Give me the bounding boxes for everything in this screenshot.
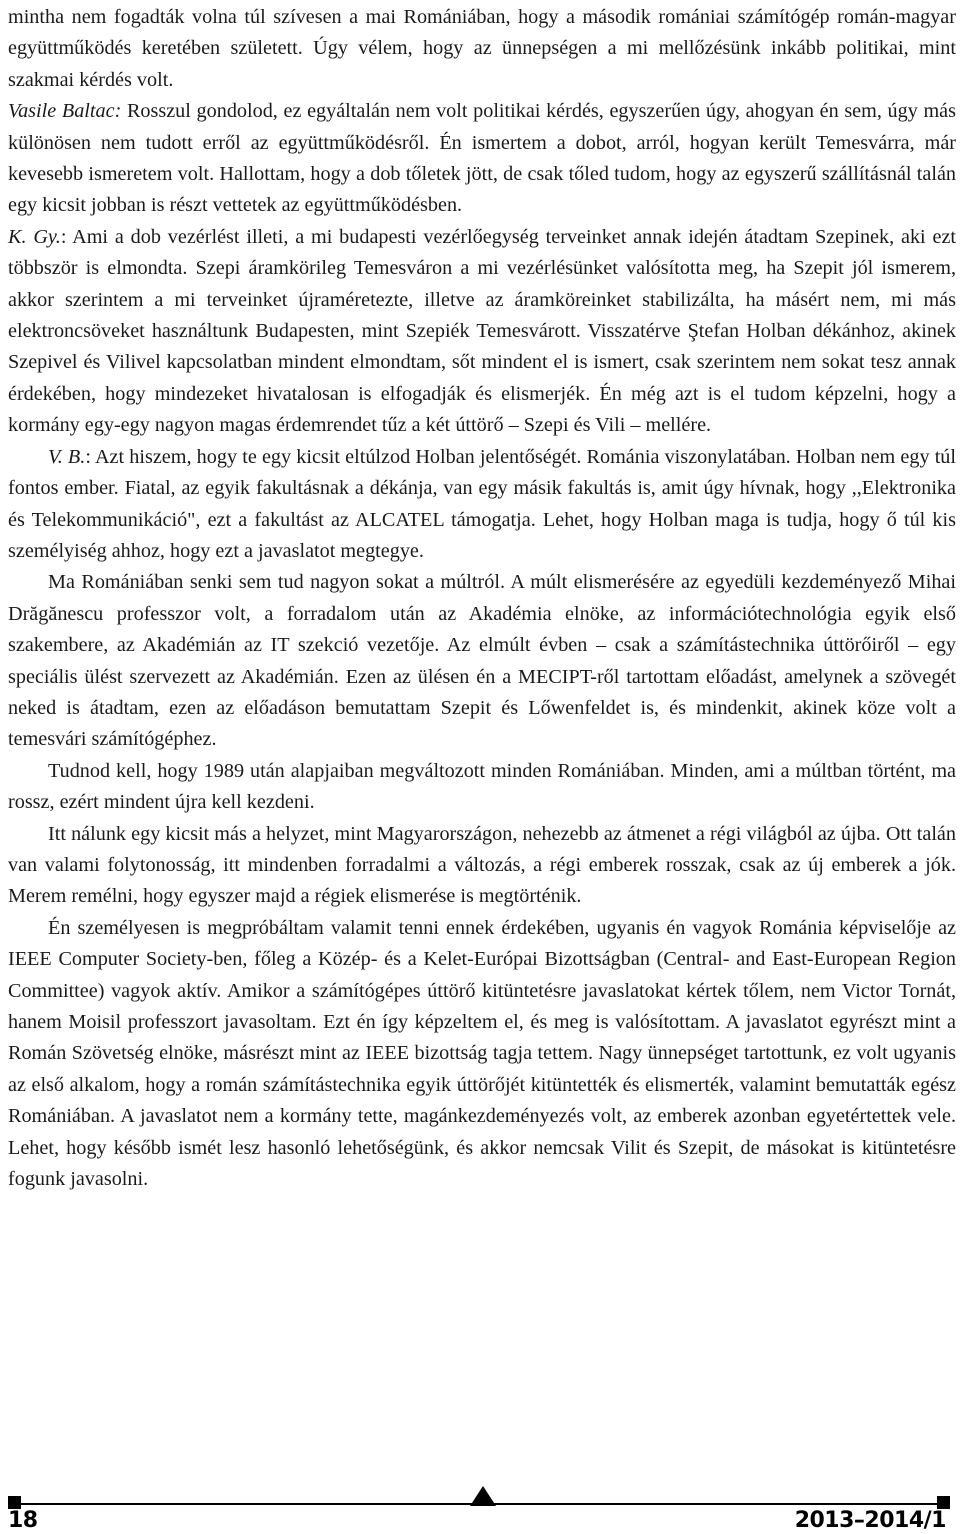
paragraph-4 bbox=[8, 442, 956, 568]
paragraph-5-text: Ma Romániában senki sem tud nagyon sokat a múltról. A múlt elismerésére az egyedüli kezdeményező Mihai Drăgănescu professzor volt, a forradalom után az Akadémia elnöke, az információtechnológia egyik első szakembere, az Akadémián az IT szekció vezetője. Az elmúlt évben – csak a számítástechnika úttörőiről – egy speciális ülést szervezett az Akadémián. Ezen az ülésen én a MECIPT-ről tartottam előadást, amelynek a szövegét neked is átadtam, ezen az előadáson bemutattam Szepit és Lőwenfeldet is, és mindenkit, akinek köze volt a temesvári számítógéphez. bbox=[8, 571, 956, 751]
paragraph-3-text: : Ami a dob vezérlést illeti, a mi budapesti vezérlőegység terveinket annak idején átadtam Szepinek, aki ezt többször is elmondta. Szepi áramkörileg Temesváron a mi vezérlésünket valósította meg, ha Szepit jól ismerem, akkor szerintem a mi terveinket újraméretezte, illetve az áramköreinket stabilizálta, ha másért nem, mi más elektroncsöveket használtunk Budapesten, mint Szepiék Temesvárott. Visszatérve Ştefan Holban dékánhoz, akinek Szepivel és Vilivel kapcsolatban mindent elmondtam, sőt mindent el is ismert, csak szerintem nem sokat tesz annak érdekében, hogy mindezeket hivatalosan is elfogadják és elismerjék. Én még azt is el tudom képzelni, hogy a kormány egy-egy nagyon magas érdemrendet tűz a két úttörő – Szepi és Vili – mellére. bbox=[8, 225, 957, 437]
paragraph-2-text: Rosszul gondolod, ez egyáltalán nem volt politikai kérdés, egyszerűen úgy, ahogyan én sem, úgy más különösen nem tudott erről az együttműködésről. Én ismertem a dobot, arról, hogyan került Temesvárra, már kevesebb ismeretem volt. Hallottam, hogy a dob tőletek jött, de csak tőled tudom, hogy az egyszerű szállításnál talán egy kicsit jobban is részt vettetek az együttműködésben. bbox=[8, 100, 956, 217]
paragraph-4-text: : Azt hiszem, hogy te egy kicsit eltúlzod Holban jelentőségét. Románia viszonylatában. Holban nem egy túl fontos ember. Fiatal, az egyik fakultásnak a dékánja, van egy másik fakultás is, amit úgy hívnak, hogy ,,Elektronika és Telekommunikáció", ezt a fakultást az ALCATEL támogatja. Lehet, hogy Holban maga is tudja, hogy ő túl kis személyiség ahhoz, hogy ezt a javaslatot megtegye. bbox=[8, 445, 957, 562]
speaker-v-b: V. B. bbox=[48, 445, 86, 468]
paragraph-6 bbox=[8, 756, 956, 819]
issue-number: 2013–2014/1 bbox=[794, 1508, 946, 1533]
paragraph-1-text: mintha nem fogadták volna túl szívesen a mai Romániában, hogy a második romániai számítógép román-magyar együttműködés keretében született. Úgy vélem, hogy az ünnepségen a mi mellőzésünk inkább politikai, mint szakmai kérdés volt. bbox=[8, 6, 956, 91]
paragraph-7-text: Itt nálunk egy kicsit más a helyzet, mint Magyarországon, nehezebb az átmenet a régi világból az újba. Ott talán van valami folytonosság, itt mindenben forradalmi a változás, a régi emberek rosszak, csak az új emberek a jók. Merem remélni, hogy egyszer majd a régiek elismerése is megtörténik. bbox=[8, 822, 956, 908]
article-body bbox=[8, 2, 956, 1195]
paragraph-7 bbox=[8, 819, 956, 913]
paragraph-8 bbox=[8, 913, 956, 1196]
paragraph-5 bbox=[8, 567, 956, 755]
speaker-k-gy: K. Gy. bbox=[8, 225, 61, 248]
paragraph-1 bbox=[8, 2, 956, 96]
footer-triangle-icon bbox=[470, 1486, 496, 1506]
page-footer bbox=[0, 1478, 960, 1534]
speaker-vasile-baltac: Vasile Baltac: bbox=[8, 100, 122, 123]
paragraph-6-text: Tudnod kell, hogy 1989 után alapjaiban megváltozott minden Romániában. Minden, ami a múltban történt, ma rossz, ezért mindent újra kell kezdeni. bbox=[8, 759, 956, 814]
paragraph-2 bbox=[8, 96, 956, 222]
page-number: 18 bbox=[8, 1508, 38, 1533]
paragraph-3 bbox=[8, 222, 956, 442]
paragraph-8-text: Én személyesen is megpróbáltam valamit tenni ennek érdekében, ugyanis én vagyok Románia képviselője az IEEE Computer Society-ben, főleg a Közép- és a Kelet-Európai Bizottságban (Central- and East-European Region Committee) vagyok aktív. Amikor a számítógépes úttörő kitüntetésre javaslatokat kértek tőlem, nem Victor Tornát, hanem Moisil professzort javasoltam. Ezt én így képzeltem el, és meg is valósítottam. A javaslatot egyrészt mint a Román Szövetség elnöke, másrészt mint az IEEE bizottság tagja tettem. Nagy ünnepséget tartottunk, ez volt ugyanis az első alkalom, hogy a román számítástechnika egyik úttörőjét kitüntették és elismerték, valamint bemutatták egész Romániában. A javaslatot nem a kormány tette, magánkezdeményezés volt, az emberek azonban egyetértettek vele. Lehet, hogy később ismét lesz hasonló lehetőségünk, és akkor nemcsak Vilit és Szepit, de másokat is kitüntetésre fogunk javasolni. bbox=[8, 916, 956, 1191]
